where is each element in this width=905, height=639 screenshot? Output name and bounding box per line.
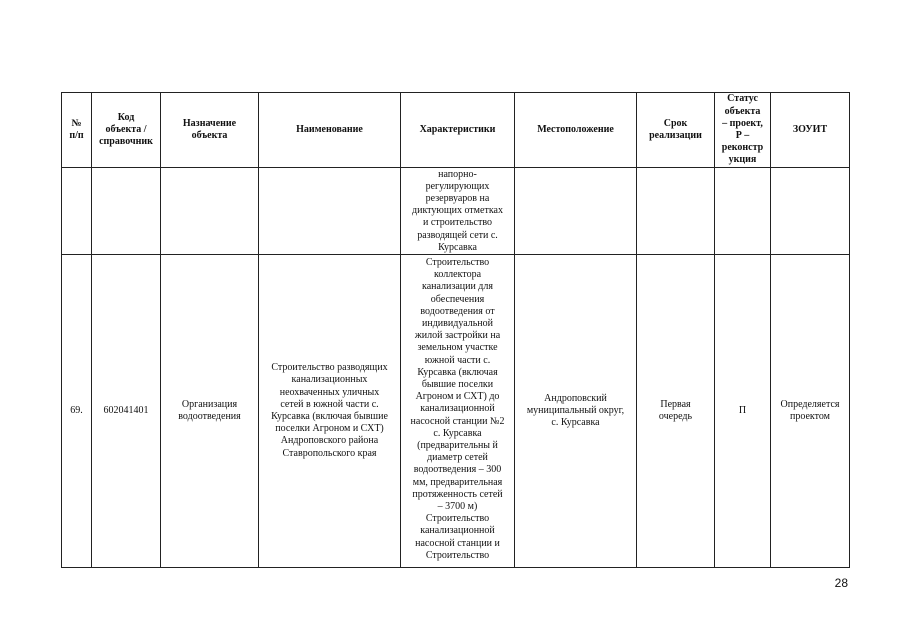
- cell-name: Строительство разводящих канализационных неохваченных уличных сетей в южной части с. Курсавка (включая бывшие поселки Агроном и СХТ) Андроповского района Ставропольского края: [259, 255, 401, 568]
- header-number: № п/п: [62, 93, 92, 168]
- cell-zouit: Определяется проектом: [771, 255, 850, 568]
- header-term: Срок реализации: [637, 93, 715, 168]
- cell-status: П: [715, 255, 771, 568]
- cell-number: 69.: [62, 255, 92, 568]
- cell-empty: [259, 168, 401, 255]
- cell-characteristics-continued: напорно- регулирующих резервуаров на диктующих отметках и строительство разводящей сети с. Курсавка: [401, 168, 515, 255]
- cell-code: 602041401: [92, 255, 161, 568]
- header-status: Статус объекта – проект, Р – реконстр укция: [715, 93, 771, 168]
- header-purpose: Назначение объекта: [161, 93, 259, 168]
- cell-empty: [515, 168, 637, 255]
- page-number: 28: [834, 576, 848, 590]
- objects-table: [61, 92, 850, 568]
- cell-term: Первая очередь: [637, 255, 715, 568]
- header-name: Наименование: [259, 93, 401, 168]
- cell-empty: [637, 168, 715, 255]
- table-row: [62, 255, 850, 568]
- cell-empty: [92, 168, 161, 255]
- cell-empty: [771, 168, 850, 255]
- cell-empty: [715, 168, 771, 255]
- table-row-continuation: [62, 168, 850, 255]
- cell-empty: [62, 168, 92, 255]
- cell-location: Андроповский муниципальный округ, с. Курсавка: [515, 255, 637, 568]
- header-zouit: ЗОУИТ: [771, 93, 850, 168]
- table-header-row: [62, 93, 850, 168]
- header-code: Код объекта / справочник: [92, 93, 161, 168]
- cell-characteristics: Строительство коллектора канализации для обеспечения водоотведения от индивидуальной жилой застройки на земельном участке южной части с. Курсавка (включая бывшие поселки Агроном и СХТ) до канализационной насосной станции №2 с. Курсавка (предварительны й диаметр сетей водоотведения – 300 мм, предварительная протяженность сетей – 3700 м) Строительство канализационной насосной станции и Строительство: [401, 255, 515, 568]
- cell-empty: [161, 168, 259, 255]
- header-location: Местоположение: [515, 93, 637, 168]
- header-characteristics: Характеристики: [401, 93, 515, 168]
- cell-purpose: Организация водоотведения: [161, 255, 259, 568]
